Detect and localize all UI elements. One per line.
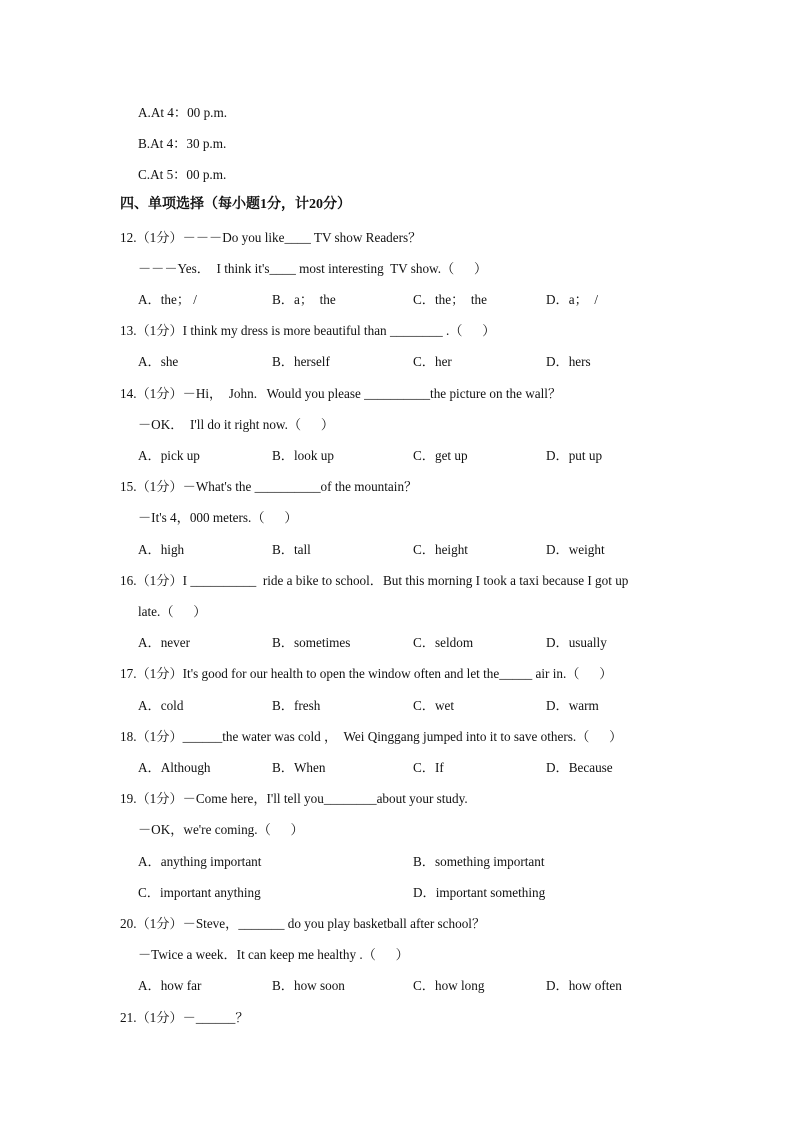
- q17-option-b: B．fresh: [272, 698, 321, 713]
- q20-stem: 20.（1分）－Steve，_______ do you play basketball after school？: [120, 916, 486, 931]
- q18-option-a: A．Although: [138, 760, 211, 775]
- q18-option-b: B．When: [272, 760, 326, 775]
- q20-option-b: B．how soon: [272, 978, 345, 993]
- q13-option-c: C．her: [413, 354, 452, 369]
- q17-option-a: A．cold: [138, 698, 184, 713]
- q20-line2: －Twice a week．It can keep me healthy .（ ）: [138, 947, 409, 962]
- q14-line2: －OK． I'll do it right now.（ ）: [138, 417, 335, 432]
- q19-option-d: D．important something: [413, 885, 546, 900]
- q12-stem: 12.（1分）－－－Do you like____ TV show Readers？: [120, 230, 422, 245]
- q19-option-b: B．something important: [413, 854, 545, 869]
- q12-option-b: B．a； the: [272, 292, 336, 307]
- q13-option-d: D．hers: [546, 354, 591, 369]
- q15-stem: 15.（1分）－What's the __________of the mountain？: [120, 479, 418, 494]
- q11-option-c: C.At 5：00 p.m.: [138, 167, 227, 182]
- q15-option-b: B．tall: [272, 542, 311, 557]
- q14-option-d: D．put up: [546, 448, 603, 463]
- q12-option-a: A．the； /: [138, 292, 197, 307]
- q16-option-d: D．usually: [546, 635, 607, 650]
- q18-option-c: C．If: [413, 760, 444, 775]
- q17-option-d: D．warm: [546, 698, 599, 713]
- q21-stem: 21.（1分）－______？: [120, 1010, 249, 1025]
- q19-stem: 19.（1分）－Come here，I'll tell you________about your study.: [120, 791, 468, 806]
- q18-stem: 18.（1分）______the water was cold ， Wei Qinggang jumped into it to save others.（ ）: [120, 729, 623, 744]
- q16-option-a: A．never: [138, 635, 190, 650]
- q20-option-d: D．how often: [546, 978, 622, 993]
- q14-stem: 14.（1分）－Hi， John. Would you please __________the picture on the wall？: [120, 386, 562, 401]
- q12-line2: －－－Yes． I think it's____ most interesting TV show.（ ）: [138, 261, 488, 276]
- q17-stem: 17.（1分）It's good for our health to open the window often and let the_____ air in.（ ）: [120, 666, 613, 681]
- q18-option-d: D．Because: [546, 760, 613, 775]
- q16-option-c: C．seldom: [413, 635, 474, 650]
- q13-stem: 13.（1分）I think my dress is more beautiful than ________ .（ ）: [120, 323, 496, 338]
- q11-option-a: A.At 4：00 p.m.: [138, 105, 228, 120]
- q14-option-c: C．get up: [413, 448, 468, 463]
- q15-option-c: C．height: [413, 542, 468, 557]
- q15-line2: －It's 4，000 meters.（ ）: [138, 510, 298, 525]
- q14-option-b: B．look up: [272, 448, 334, 463]
- q19-option-a: A．anything important: [138, 854, 262, 869]
- q20-option-a: A．how far: [138, 978, 202, 993]
- q12-option-d: D．a； /: [546, 292, 599, 307]
- q11-option-b: B.At 4：30 p.m.: [138, 136, 227, 151]
- q19-line2: －OK，we're coming.（ ）: [138, 822, 304, 837]
- q16-option-b: B．sometimes: [272, 635, 351, 650]
- q15-option-a: A．high: [138, 542, 185, 557]
- q14-option-a: A．pick up: [138, 448, 200, 463]
- q19-option-c: C．important anything: [138, 885, 261, 900]
- q13-option-a: A．she: [138, 354, 179, 369]
- section-title: 四、单项选择（每小题1分，计20分）: [120, 197, 351, 212]
- q20-option-c: C．how long: [413, 978, 485, 993]
- q16-line2: late.（ ）: [138, 604, 207, 619]
- q17-option-c: C．wet: [413, 698, 455, 713]
- q16-stem: 16.（1分）I __________ ride a bike to school．But this morning I took a taxi because I got up: [120, 573, 629, 588]
- q13-option-b: B．herself: [272, 354, 330, 369]
- q12-option-c: C．the； the: [413, 292, 487, 307]
- q15-option-d: D．weight: [546, 542, 605, 557]
